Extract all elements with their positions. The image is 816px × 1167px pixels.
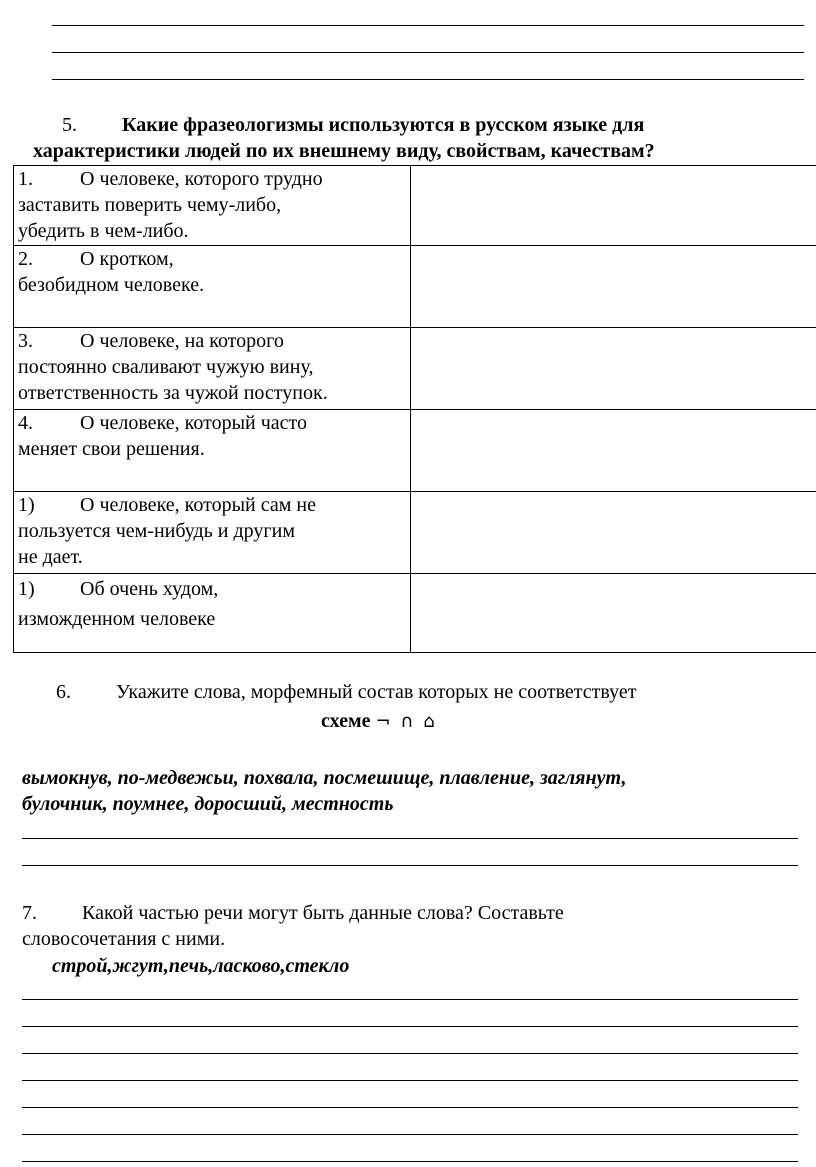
question-5-heading-line-2 [33, 138, 655, 164]
answer-line[interactable] [22, 1134, 798, 1135]
row-number: 1. [18, 168, 33, 190]
table-row [14, 328, 816, 410]
question-5-heading-line-1 [62, 112, 644, 138]
row-text-line: убедить в чем-либо. [18, 220, 189, 242]
morpheme-scheme-icon: ¬ ∩ ⌂ [375, 711, 437, 732]
row-text-line: ответственность за чужой поступок. [18, 382, 328, 404]
table-row [14, 246, 816, 328]
row-number: 1) [18, 494, 35, 516]
table-row [14, 574, 816, 653]
question-6-words-1: вымокнув, по-медвежьи, похвала, посмешище, плавление, заглянут, [22, 767, 627, 789]
question-6-line-2 [321, 708, 437, 735]
answer-cell[interactable] [411, 246, 816, 328]
description-cell [14, 246, 411, 328]
question-6-line-1 [56, 679, 637, 705]
description-cell [14, 492, 411, 574]
answer-cell[interactable] [411, 410, 816, 492]
description-cell [14, 166, 411, 246]
answer-line[interactable] [52, 52, 804, 53]
row-text-line: О кротком, [80, 248, 174, 270]
description-cell [14, 328, 411, 410]
answer-cell[interactable] [411, 166, 816, 246]
answer-line[interactable] [22, 838, 798, 839]
row-text-line: О человеке, который сам не [80, 494, 316, 516]
question-6-words-line-2 [22, 791, 393, 817]
question-6-scheme-word: схеме [321, 710, 371, 732]
question-5-number: 5. [62, 114, 77, 136]
row-number: 3. [18, 330, 33, 352]
question-6-number: 6. [56, 681, 71, 703]
question-7-words: строй,жгут,печь,ласково,стекло [52, 955, 350, 977]
row-number: 4. [18, 412, 33, 434]
question-7-line-1 [22, 900, 564, 926]
row-text-line: не дает. [18, 546, 83, 568]
question-7-text-1: Какой частью речи могут быть данные слова? Составьте [82, 902, 564, 924]
phraseologism-table [13, 165, 816, 653]
answer-cell[interactable] [411, 574, 816, 653]
row-text-line: О человеке, на которого [80, 330, 284, 352]
table-row [14, 166, 816, 246]
answer-line[interactable] [22, 1026, 798, 1027]
answer-line[interactable] [22, 1053, 798, 1054]
description-cell [14, 574, 411, 653]
question-7-line-2 [22, 926, 225, 952]
answer-line[interactable] [22, 1107, 798, 1108]
answer-cell[interactable] [411, 328, 816, 410]
answer-line[interactable] [52, 25, 804, 26]
answer-line[interactable] [22, 999, 798, 1000]
row-number: 2. [18, 248, 33, 270]
row-text-line: безобидном человеке. [18, 274, 205, 296]
row-text-line: меняет свои решения. [18, 438, 205, 460]
question-7-text-2: словосочетания с ними. [22, 928, 226, 950]
table-row [14, 410, 816, 492]
row-text-line: постоянно сваливают чужую вину, [18, 356, 314, 378]
description-cell [14, 410, 411, 492]
answer-line[interactable] [22, 865, 798, 866]
question-5-text-1: Какие фразеологизмы используются в русском языке для [122, 114, 645, 136]
answer-line[interactable] [22, 1161, 798, 1162]
row-text-line: Об очень худом, [80, 578, 219, 600]
answer-line[interactable] [22, 1080, 798, 1081]
answer-cell[interactable] [411, 492, 816, 574]
question-6-text-1: Укажите слова, морфемный состав которых не соответствует [116, 681, 637, 703]
row-text-line: О человеке, который часто [80, 412, 308, 434]
question-7-words-line [52, 953, 349, 979]
row-text-line: пользуется чем-нибудь и другим [18, 520, 295, 542]
row-number: 1) [18, 578, 35, 600]
table-row [14, 492, 816, 574]
question-6-words-2: булочник, поумнее, доросший, местность [22, 793, 394, 815]
question-7-number: 7. [22, 902, 37, 924]
row-text-line: заставить поверить чему-либо, [18, 194, 282, 216]
row-text-line: изможденном человеке [18, 608, 216, 630]
question-5-text-2: характеристики людей по их внешнему виду, свойствам, качествам? [33, 140, 655, 162]
row-text-line: О человеке, которого трудно [80, 168, 323, 190]
question-6-words-line-1 [22, 765, 627, 791]
answer-line[interactable] [52, 79, 804, 80]
